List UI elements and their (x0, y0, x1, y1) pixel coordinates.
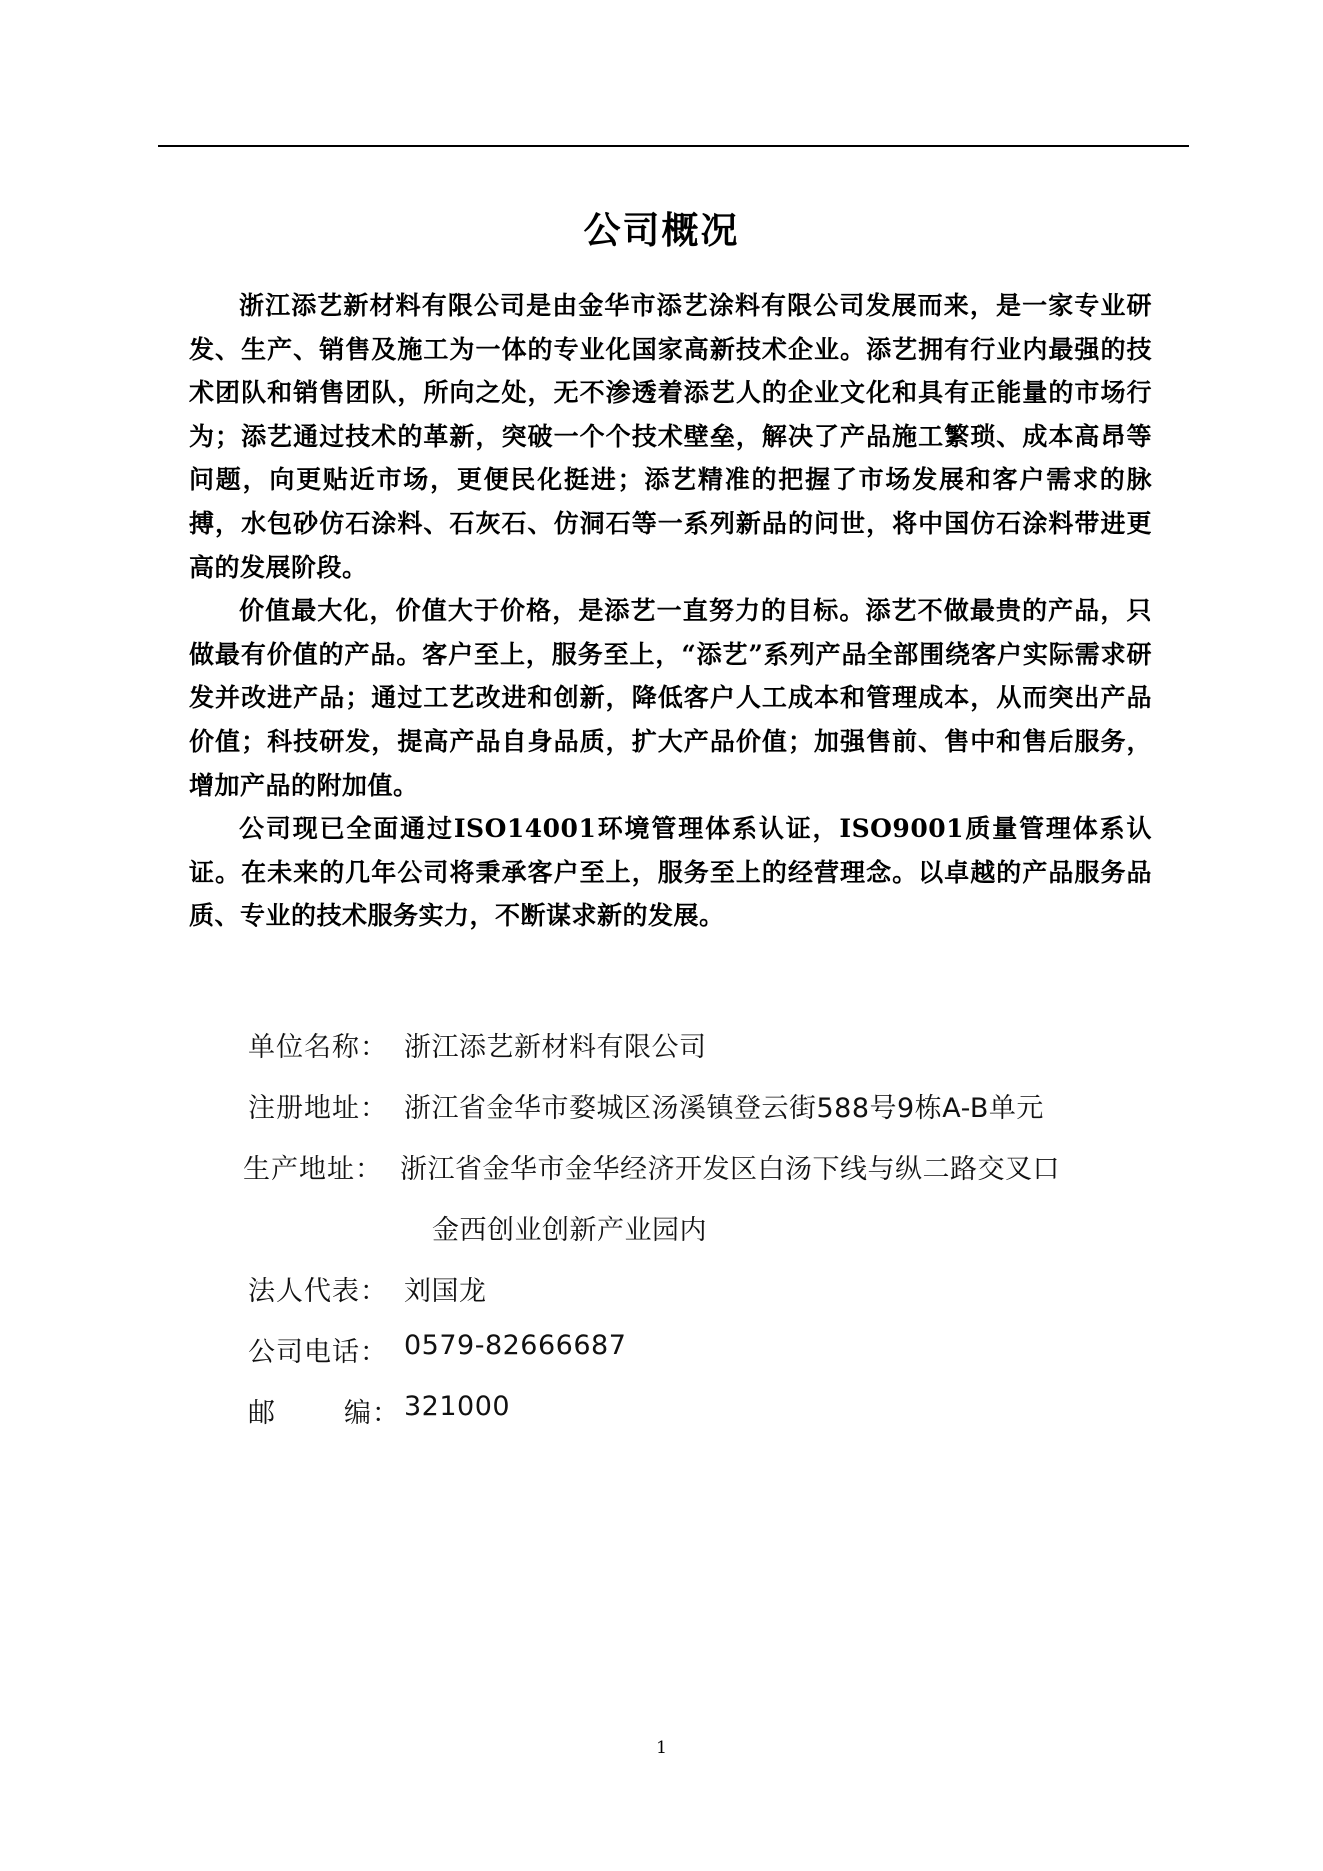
phone-value: 0579-82666687 (404, 1330, 627, 1361)
postcode-value: 321000 (404, 1391, 511, 1422)
info-row-postcode (0, 1391, 1323, 1431)
paragraph-intro: 浙江添艺新材料有限公司是由金华市添艺涂料有限公司发展而来，是一家专业研发、生产、销售及施工为一体的专业化国家高新技术企业。添艺拥有行业内最强的技术团队和销售团队，所向之处，无不渗透着添艺人的企业文化和具有正能量的市场行为；添艺通过技术的革新，突破一个个技术壁垒，解决了产品施工繁琐、成本高昂等问题，向更贴近市场，更便民化挺进；添艺精准的把握了市场发展和客户需求的脉搏，水包砂仿石涂料、石灰石、仿洞石等一系列新品的问世，将中国仿石涂料带进更高的发展阶段。 (189, 291, 1152, 582)
info-row-company-name (0, 1025, 1323, 1065)
postcode-label (248, 1391, 400, 1430)
company-name-label: 单位名称： (248, 1032, 388, 1063)
production-address-label: 生产地址： (243, 1154, 383, 1185)
postcode-label-second: 编： (344, 1398, 400, 1429)
info-row-legal-rep (0, 1269, 1323, 1309)
registered-address-label: 注册地址： (248, 1093, 388, 1124)
postcode-label-first: 邮 (248, 1398, 276, 1429)
info-row-registered-address (0, 1086, 1323, 1126)
paragraph-value: 价值最大化，价值大于价格，是添艺一直努力的目标。添艺不做最贵的产品，只做最有价值的产品。客户至上，服务至上，“添艺”系列产品全部围绕客户实际需求研发并改进产品；通过工艺改进和创新，降低客户人工成本和管理成本，从而突出产品价值；科技研发，提高产品自身品质，扩大产品价值；加强售前、售中和售后服务，增加产品的附加值。 (189, 596, 1152, 800)
page-number: 1 (656, 1738, 667, 1758)
legal-rep-label: 法人代表： (248, 1276, 388, 1307)
production-address-value-cont: 金西创业创新产业园内 (432, 1215, 707, 1246)
info-row-phone (0, 1330, 1323, 1370)
info-row-production-address (0, 1147, 1323, 1187)
paragraph-certification: 公司现已全面通过ISO14001环境管理体系认证，ISO9001质量管理体系认证。在未来的几年公司将秉承客户至上，服务至上的经营理念。以卓越的产品服务品质、专业的技术服务实力，不断谋求新的发展。 (189, 814, 1152, 931)
production-address-value: 浙江省金华市金华经济开发区白汤下线与纵二路交叉口 (400, 1154, 1060, 1185)
info-row-production-address-cont (0, 1208, 1323, 1248)
legal-rep-value: 刘国龙 (404, 1276, 487, 1307)
registered-address-value: 浙江省金华市婺城区汤溪镇登云街588号9栋A-B单元 (404, 1093, 1044, 1124)
body-text (189, 284, 1152, 938)
company-name-value: 浙江添艺新材料有限公司 (404, 1032, 707, 1063)
phone-label: 公司电话： (248, 1337, 388, 1368)
page-title: 公司概况 (583, 208, 740, 252)
header-rule (158, 145, 1189, 147)
